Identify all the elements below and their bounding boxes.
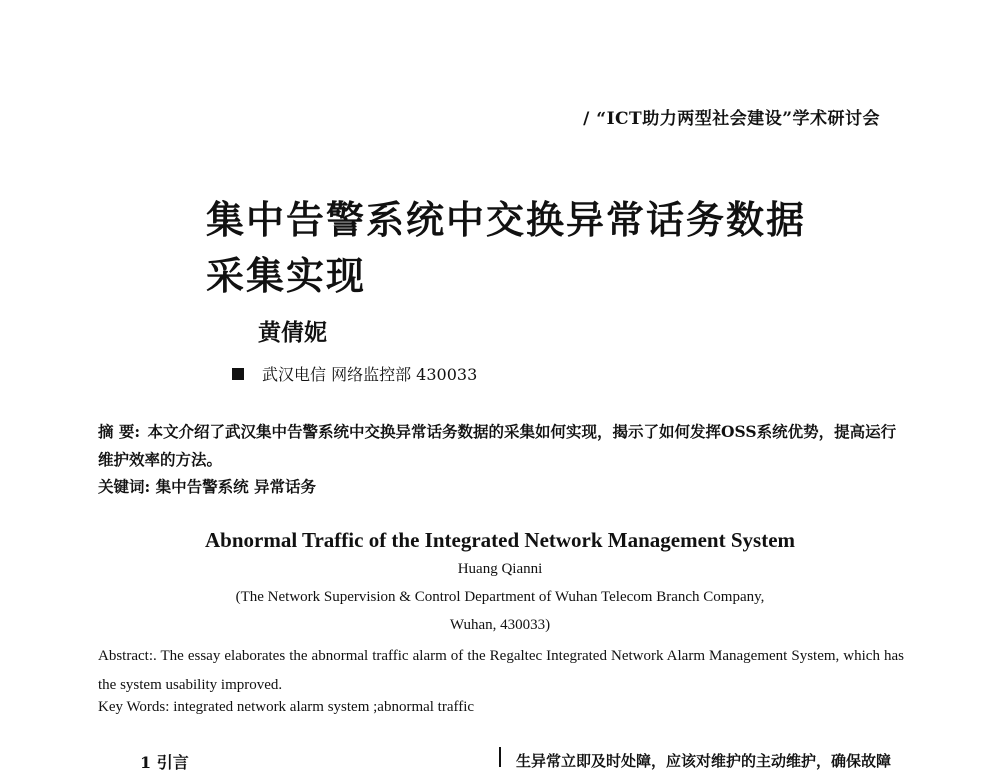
english-abstract-text: The essay elaborates the abnormal traffic alarm of the Regaltec Integrated Network Alarm Management System, which has the system usability improved.	[98, 648, 904, 693]
keywords-cn-label: 关键词:	[98, 477, 151, 496]
keywords-cn	[98, 475, 316, 497]
paper-title	[206, 192, 806, 304]
english-author: Huang Qianni	[457, 561, 543, 577]
abstract-cn-text: 本文介绍了武汉集中告警系统中交换异常话务数据的采集如何实现，揭示了如何发挥OSS系统优势，提高运行维护效率的方法。	[98, 422, 897, 469]
author-name-cn: 黄倩妮	[258, 319, 327, 346]
english-affiliation-line-2: Wuhan, 430033)	[449, 617, 551, 633]
english-keywords-label: Key Words:	[98, 699, 170, 715]
body-left-column-cut: 1 引言	[140, 753, 189, 772]
affiliation-cn	[232, 362, 477, 385]
abstract-cn	[98, 418, 910, 474]
paper-title-line-1: 集中告警系统中交换异常话务数据	[206, 198, 807, 242]
english-title: Abnormal Traffic of the Integrated Network Management System	[204, 528, 796, 552]
english-affiliation-line-1: (The Network Supervision & Control Department of Wuhan Telecom Branch Company,	[235, 589, 765, 605]
keywords-cn-text: 集中告警系统 异常话务	[155, 477, 317, 496]
running-head: / “ICT助力两型社会建设”学术研讨会	[583, 109, 880, 129]
english-abstract-label: Abstract:.	[98, 648, 157, 664]
abstract-cn-label: 摘 要:	[98, 422, 141, 441]
english-keywords	[98, 699, 474, 716]
bullet-square-icon	[232, 368, 244, 380]
paper-title-line-2: 采集实现	[206, 254, 367, 298]
body-right-column-cut: 生异常立即及时处障，应该对维护的主动维护，确保故障	[516, 752, 892, 770]
affiliation-cn-text: 武汉电信 网络监控部 430033	[262, 365, 478, 384]
column-divider	[499, 747, 501, 767]
english-abstract	[98, 642, 904, 700]
english-keywords-text: integrated network alarm system ;abnormal traffic	[173, 699, 475, 715]
